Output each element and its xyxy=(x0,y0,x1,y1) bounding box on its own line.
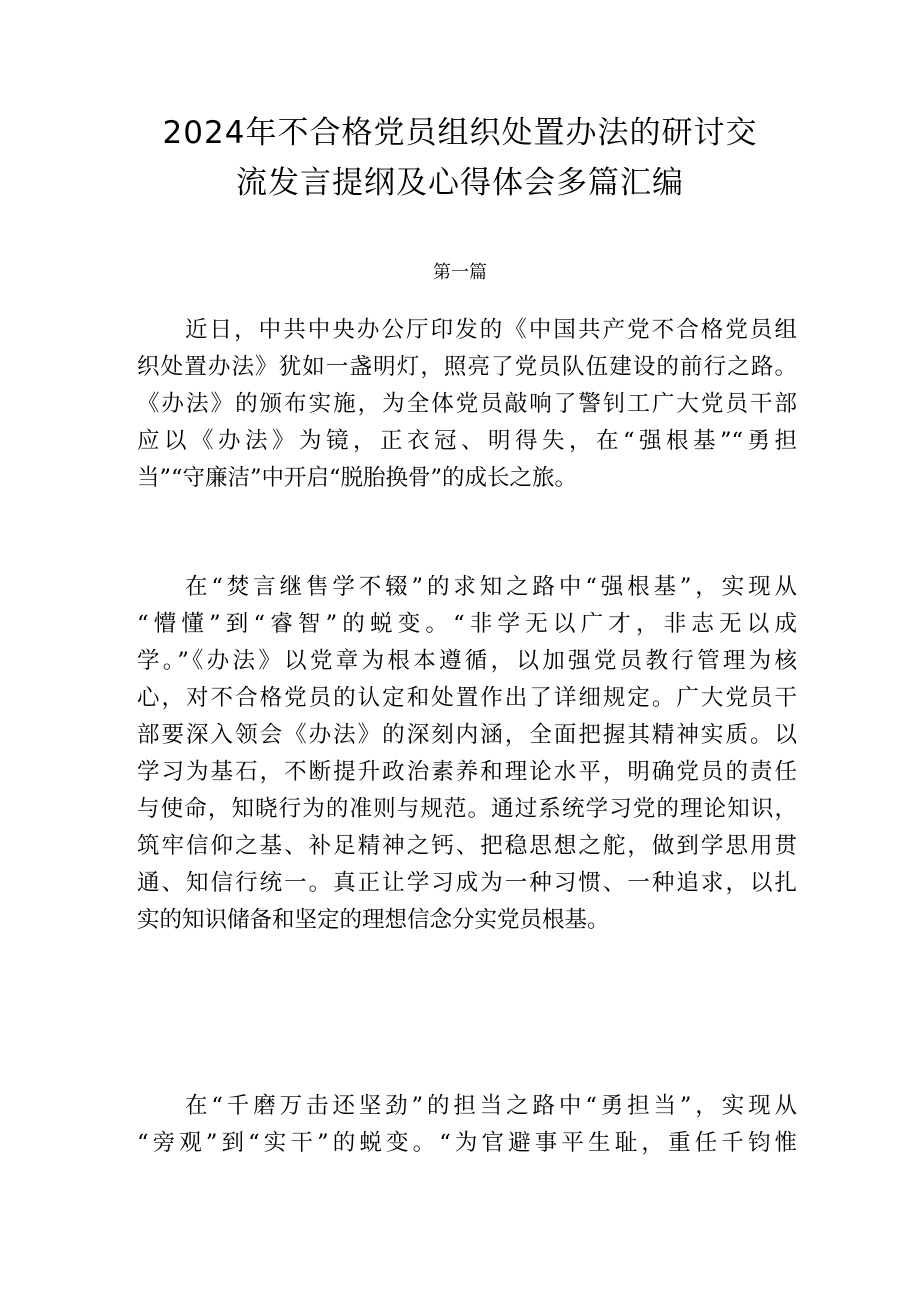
paragraph-line: 当”“守廉洁”中开启“脱胎换骨”的成长之旅。 xyxy=(137,465,578,491)
title-line: 2024年不合格党员组织处置办法的研讨交 xyxy=(162,115,758,151)
paragraph-line: 在“焚言继售学不辍”的求知之路中“强根基”，实现从 xyxy=(185,574,797,600)
title-line: 流发言提纲及心得体会多篇汇编 xyxy=(236,165,684,201)
paragraph-line: 应以《办法》为镜，正衣冠、明得失，在“强根基”“勇担 xyxy=(137,428,797,454)
paragraph-line: 心，对不合格党员的认定和处置作出了详细规定。广大党员干 xyxy=(137,685,797,711)
paragraph-line: 与使命，知晓行为的准则与规范。通过系统学习党的理论知识， xyxy=(137,796,797,822)
paragraph-line: 筑牢信仰之基、补足精神之钙、把稳思想之舵，做到学思用贯 xyxy=(137,833,797,859)
document-title xyxy=(100,108,820,208)
paragraph-line: “旁观”到“实干”的蜕变。“为官避事平生耻，重任千钧惟 xyxy=(137,1130,797,1156)
paragraph-line: 部要深入领会《办法》的深刻内涵，全面把握其精神实质。以 xyxy=(137,722,797,748)
paragraph-line: 学。”《办法》以党章为根本遵循，以加强党员教行管理为核 xyxy=(137,648,797,674)
paragraph-line: 在“千磨万击还坚劲”的担当之路中“勇担当”，实现从 xyxy=(185,1093,797,1119)
section-heading: 第一篇 xyxy=(433,262,487,283)
paragraph-line: 《办法》的颁布实施，为全体党员敲响了警钊工广大党员干部 xyxy=(137,391,797,417)
paragraph-3 xyxy=(137,1088,797,1162)
paragraph-2 xyxy=(137,569,797,939)
paragraph-line: “懵懂”到“睿智”的蜕变。“非学无以广才，非志无以成 xyxy=(137,611,797,637)
paragraph-line: 学习为基石，不断提升政治素养和理论水平，明确党员的责任 xyxy=(137,759,797,785)
paragraph-1 xyxy=(137,312,797,497)
paragraph-line: 实的知识储备和坚定的理想信念分实党员根基。 xyxy=(137,907,610,933)
paragraph-line: 织处置办法》犹如一盏明灯，照亮了党员队伍建设的前行之路。 xyxy=(137,354,797,380)
paragraph-line: 通、知信行统一。真正让学习成为一种习惯、一种追求，以扎 xyxy=(137,870,797,896)
paragraph-line: 近日，中共中央办公厅印发的《中国共产党不合格党员组 xyxy=(185,317,797,343)
